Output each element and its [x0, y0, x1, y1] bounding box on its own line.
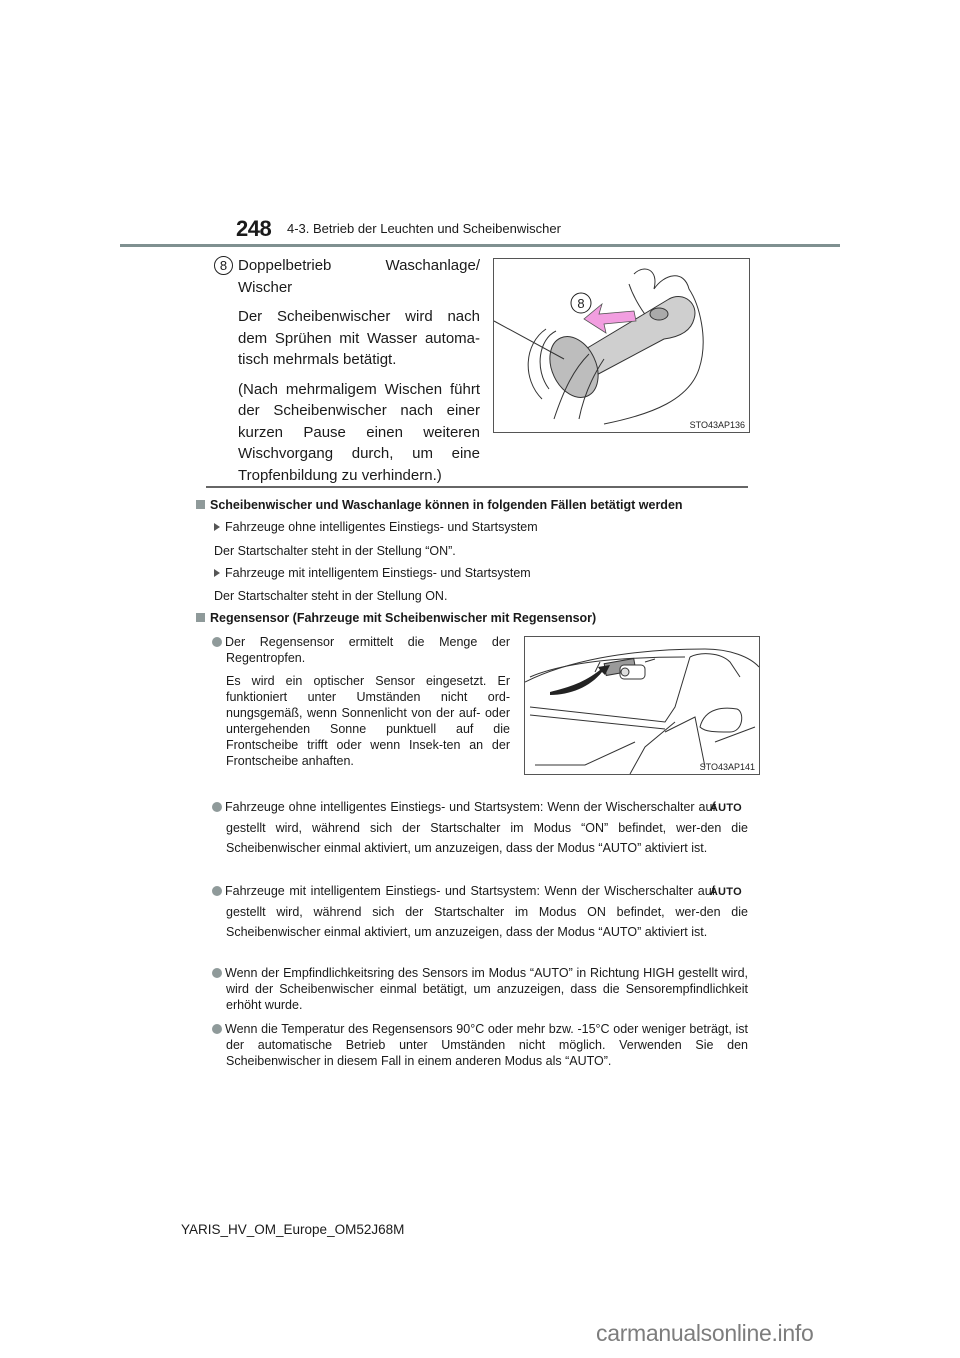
round-bullet-icon	[212, 1024, 222, 1034]
bullet-text-pre: Fahrzeuge mit intelligentem Einstiegs- und Startsystem: Wenn der Wischerschalter auf	[225, 884, 716, 898]
section-divider	[206, 486, 748, 488]
rain-sensor-illustration	[524, 636, 760, 775]
operation-item-2-text: Der Startschalter steht in der Stellung ON.	[214, 589, 448, 603]
sensor-heading	[196, 611, 596, 625]
step-title: Doppelbetrieb Waschanlage/ Wischer	[238, 257, 480, 296]
auto-mode-icon: AUTO	[709, 886, 742, 898]
operation-item-2-label	[214, 565, 531, 581]
sensor-bullet-2	[212, 797, 748, 858]
sensor-bullet-5	[212, 1021, 748, 1069]
item-label: Fahrzeuge mit intelligentem Einstiegs- und Startsystem	[225, 566, 531, 580]
triangle-bullet-icon	[214, 523, 220, 531]
round-bullet-icon	[212, 886, 222, 896]
sensor-bullet-3	[212, 881, 748, 942]
figure-caption: STO43AP141	[699, 762, 755, 772]
bullet-text-post: gestellt wird, während sich der Startschalter im Modus ON befindet, wer-den die Scheibenwischer einmal aktiviert, um anzuzeigen, dass der Modus “AUTO” aktiviert ist.	[226, 905, 748, 939]
operation-heading-text: Scheibenwischer und Waschanlage können in folgenden Fällen betätigt werden	[210, 498, 683, 512]
bullet-text: Wenn der Empfindlichkeitsring des Sensors im Modus “AUTO” in Richtung HIGH gestellt wird, wird der Scheibenwischer einmal betätigt, um anzuzeigen, dass die Sensorempfindlichkeit erhöht wurde.	[225, 966, 748, 1012]
wiper-lever-illustration	[493, 258, 750, 433]
step-8-block	[214, 255, 480, 494]
operation-item-1-label	[214, 519, 538, 535]
document-id: YARIS_HV_OM_Europe_OM52J68M	[181, 1222, 405, 1237]
header-rule	[120, 244, 840, 247]
square-bullet-icon	[196, 613, 205, 622]
watermark-link[interactable]: carmanualsonline.info	[596, 1320, 814, 1346]
arrow-icon	[550, 665, 610, 695]
round-bullet-icon	[212, 802, 222, 812]
figure-callout: 8	[577, 296, 585, 311]
figure-caption: STO43AP136	[689, 420, 745, 430]
bullet-detail: Es wird ein optischer Sensor eingesetzt. Er funktioniert unter Umständen nicht ord-nungsgemäß, wenn Sonnenlicht von der auf- oder untergehenden Sonne punktuell auf die Frontscheibe trifft oder wenn Insek-ten an der Frontscheibe anhaften.	[226, 674, 510, 768]
section-title: 4-3. Betrieb der Leuchten und Scheibenwischer	[287, 221, 561, 236]
step-number-badge: 8	[214, 256, 233, 275]
operation-item-1-text: Der Startschalter steht in der Stellung “ON”.	[214, 544, 456, 558]
bullet-text: Wenn die Temperatur des Regensensors 90°C oder mehr bzw. -15°C oder weniger beträgt, ist der automatische Betrieb unter Umständen nicht möglich. Verwenden Sie den Scheibenwischer in diesem Fall in einem anderen Modus als “AUTO”.	[225, 1022, 748, 1068]
sensor-bullet-4	[212, 965, 748, 1013]
step-paragraph-2: (Nach mehrmaligem Wischen führt der Scheibenwischer nach einer kurzen Pause einen weiteren Wischvorgang durch, um eine Tropfenbildung zu verhindern.)	[238, 380, 480, 484]
windshield-drawing	[525, 637, 759, 774]
round-bullet-icon	[212, 968, 222, 978]
square-bullet-icon	[196, 500, 205, 509]
wiper-lever-drawing	[494, 259, 749, 432]
item-label: Fahrzeuge ohne intelligentes Einstiegs- und Startsystem	[225, 520, 538, 534]
sensor-bullet-1	[212, 634, 510, 769]
triangle-bullet-icon	[214, 569, 220, 577]
bullet-text-pre: Fahrzeuge ohne intelligentes Einstiegs- und Startsystem: Wenn der Wischerschalter auf	[225, 800, 716, 814]
bullet-text-post: gestellt wird, während sich der Startschalter im Modus “ON” befindet, wer-den die Scheibenwischer einmal aktiviert, um anzuzeigen, dass der Modus “AUTO” aktiviert ist.	[226, 821, 748, 855]
step-paragraph-1: Der Scheibenwischer wird nach dem Sprühen mit Wasser automa-tisch mehrmals betätigt.	[238, 308, 480, 368]
round-bullet-icon	[212, 637, 222, 647]
page-number: 248	[236, 216, 272, 241]
auto-mode-icon: AUTO	[709, 802, 742, 814]
bullet-text: Der Regensensor ermittelt die Menge der Regentropfen.	[225, 635, 510, 665]
sensor-heading-text: Regensensor (Fahrzeuge mit Scheibenwischer mit Regensensor)	[210, 611, 597, 625]
operation-heading	[196, 498, 683, 512]
